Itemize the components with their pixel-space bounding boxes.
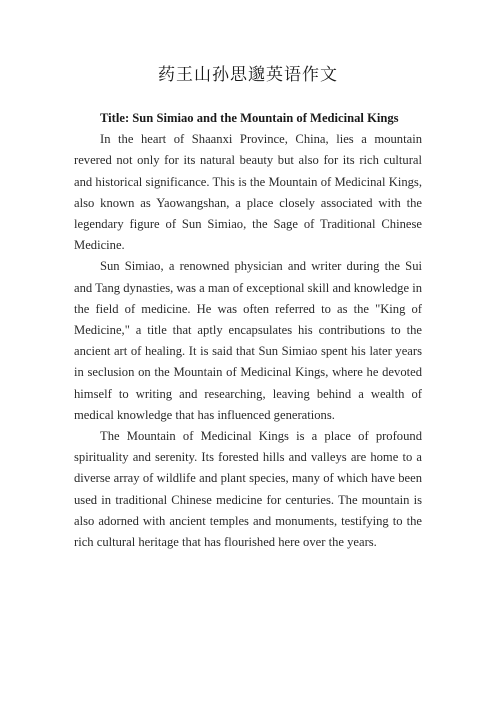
paragraph-2: Sun Simiao, a renowned physician and writer during the Sui and Tang dynasties, was a man of exceptional skill and knowledge in the field of medicine. He was often referred to as the "King of Medicine," a title that aptly encapsulates his contributions to the ancient art of healing. It is said that Sun Simiao spent his later years in seclusion on the Mountain of Medicinal Kings, where he devoted himself to writing and researching, leaving behind a wealth of medical knowledge that has influenced generations. [74,259,422,422]
document-title: 药王山孙思邈英语作文 [158,65,338,85]
essay-title: Title: Sun Simiao and the Mountain of Medicinal Kings [100,111,399,125]
paragraph-3: The Mountain of Medicinal Kings is a place of profound spirituality and serenity. Its forested hills and valleys are home to a diverse array of wildlife and plant species, many of which have been used in traditional Chinese medicine for centuries. The mountain is also adorned with ancient temples and monuments, testifying to the rich cultural heritage that has flourished here over the years. [74,429,422,550]
document-body [74,108,422,553]
paragraph-1: In the heart of Shaanxi Province, China, lies a mountain revered not only for its natural beauty but also for its rich cultural and historical significance. This is the Mountain of Medicinal Kings, also known as Yaowangshan, a place closely associated with the legendary figure of Sun Simiao, the Sage of Traditional Chinese Medicine. [74,132,422,253]
